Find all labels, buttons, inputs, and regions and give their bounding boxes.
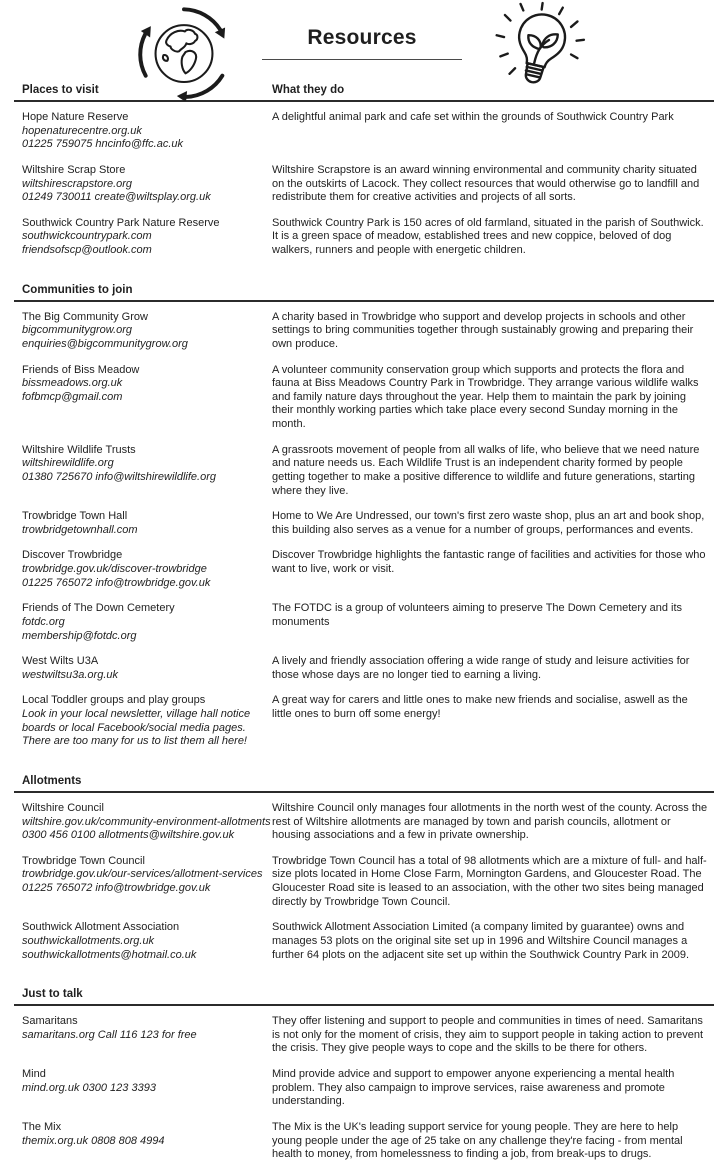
organisation-details <box>22 125 272 152</box>
description-cell <box>272 655 712 682</box>
organisation-description: A grassroots movement of people from all walks of life, who believe that we need nature and nature needs us. Each Wildlife Trust is an independent charity formed by people getting together to make a positive difference to wildlife and future generations, starting where they live. <box>272 443 700 497</box>
title-block <box>247 26 477 60</box>
organisation-contact: wiltshirewildlife.org <box>22 457 114 470</box>
organisation-contact: 01225 765072 info@trowbridge.gov.uk <box>22 576 211 589</box>
resource-row <box>22 444 712 499</box>
description-cell <box>272 364 712 432</box>
description-cell <box>272 510 712 537</box>
organisation-cell <box>22 444 272 499</box>
organisation-name: Wiltshire Wildlife Trusts <box>22 443 136 456</box>
resource-row <box>22 1068 712 1109</box>
resource-row <box>22 602 712 643</box>
section-head <box>0 761 724 791</box>
lightbulb-leaf-icon <box>482 0 594 103</box>
organisation-description: The Mix is the UK's leading support service for young people. They are here to help young people under the age of 25 take on any challenge they're facing - from mental health to money, from homelessness to finding a job, from break-ups to drugs. <box>272 1120 683 1161</box>
organisation-details <box>22 230 272 257</box>
organisation-cell <box>22 311 272 352</box>
organisation-contact: samaritans.org Call 116 123 for free <box>22 1028 197 1041</box>
section-rows <box>0 1006 724 1162</box>
organisation-cell <box>22 549 272 590</box>
organisation-description: A great way for carers and little ones to make new friends and socialise, aswell as the little ones to burn off some energy! <box>272 694 688 720</box>
organisation-contact: mind.org.uk 0300 123 3393 <box>22 1081 156 1094</box>
description-cell <box>272 444 712 499</box>
organisation-cell <box>22 364 272 432</box>
description-cell <box>272 311 712 352</box>
resource-row <box>22 655 712 682</box>
organisation-details <box>22 868 272 895</box>
organisation-cell <box>22 1121 272 1162</box>
column-header-places-to-visit: Places to visit <box>22 84 99 96</box>
resource-section <box>0 102 724 258</box>
globe-recycle-icon <box>134 3 234 106</box>
description-cell <box>272 217 712 258</box>
resource-row <box>22 855 712 910</box>
section-title: Allotments <box>22 774 82 787</box>
organisation-contact: themix.org.uk 0808 808 4994 <box>22 1134 165 1147</box>
organisation-cell <box>22 1015 272 1056</box>
organisation-description: A lively and friendly association offering a wide range of study and leisure activities for those whose days are no longer tied to earning a living. <box>272 655 690 681</box>
resource-row <box>22 1015 712 1056</box>
resource-sections <box>0 102 724 1162</box>
organisation-cell <box>22 921 272 962</box>
description-cell <box>272 549 712 590</box>
resource-row <box>22 921 712 962</box>
column-header-what-they-do: What they do <box>272 84 345 96</box>
title-underline <box>262 59 462 60</box>
organisation-description: A charity based in Trowbridge who support and develop projects in schools and other settings to bring communities together through sustainably growing and preparing their own produce. <box>272 310 694 350</box>
description-cell <box>272 921 712 962</box>
organisation-contact: hopenaturecentre.org.uk <box>22 124 142 137</box>
organisation-name: Southwick Allotment Association <box>22 921 180 934</box>
organisation-contact: wiltshire.gov.uk/community-environment-allotments <box>22 815 271 828</box>
section-rows <box>0 302 724 749</box>
organisation-contact: Look in your local newsletter, village hall notice boards or local Facebook/social media pages. There are too many for us to list them all here! <box>22 708 251 748</box>
organisation-name: Trowbridge Town Council <box>22 854 145 867</box>
organisation-details <box>22 324 272 351</box>
organisation-details <box>22 1135 272 1149</box>
organisation-details <box>22 1082 272 1096</box>
resource-row <box>22 111 712 152</box>
resource-section <box>0 270 724 749</box>
resource-row <box>22 549 712 590</box>
organisation-cell <box>22 855 272 910</box>
organisation-description: Wiltshire Scrapstore is an award winning environmental and community charity situated on the outskirts of Lacock. They collect resources that would otherwise go to landfill and redistribute them for creative activities and projects of all sorts. <box>272 163 700 204</box>
organisation-cell <box>22 217 272 258</box>
organisation-details <box>22 457 272 484</box>
organisation-description: Home to We Are Undressed, our town's first zero waste shop, plus an art and book shop, this building also serves as a venue for a number of groups, performances and events. <box>272 510 705 536</box>
description-cell <box>272 1015 712 1056</box>
organisation-description: A delightful animal park and cafe set within the grounds of Southwick Country Park <box>272 111 674 123</box>
organisation-name: Hope Nature Reserve <box>22 111 129 123</box>
resource-row <box>22 217 712 258</box>
page-header <box>0 0 724 100</box>
organisation-contact: 01249 730011 create@wiltsplay.org.uk <box>22 191 211 204</box>
resource-section <box>0 974 724 1162</box>
organisation-description: The FOTDC is a group of volunteers aiming to preserve The Down Cemetery and its monuments <box>272 602 683 628</box>
organisation-cell <box>22 111 272 152</box>
organisation-cell <box>22 655 272 682</box>
section-title: Communities to join <box>22 283 133 296</box>
organisation-cell <box>22 802 272 843</box>
resource-row <box>22 364 712 432</box>
organisation-description: Discover Trowbridge highlights the fantastic range of facilities and activities for those who want to live, work or visit. <box>272 549 706 575</box>
organisation-details <box>22 708 272 749</box>
organisation-description: A volunteer community conservation group which supports and protects the flora and fauna at Biss Meadows Country Park in Trowbridge. They arrange various wildlife walks and family nature days throughout the year. Help them to maintain the park by joining their monthly working parties which take place every second Sunday morning in the month. <box>272 363 699 430</box>
organisation-description: Southwick Country Park is 150 acres of old farmland, situated in the parish of Southwick. It is a green space of meadow, established trees and new coppice, beloved of dog walkers, runners and people with energetic children. <box>272 216 704 256</box>
description-cell <box>272 111 712 152</box>
organisation-cell <box>22 510 272 537</box>
organisation-contact: fofbmcp@gmail.com <box>22 390 123 403</box>
resource-section <box>0 761 724 962</box>
resource-row <box>22 694 712 749</box>
organisation-contact: bissmeadows.org.uk <box>22 377 123 390</box>
organisation-name: Samaritans <box>22 1015 78 1028</box>
organisation-contact: 0300 456 0100 allotments@wiltshire.gov.uk <box>22 829 235 842</box>
organisation-details <box>22 669 272 683</box>
organisation-cell <box>22 164 272 205</box>
description-cell <box>272 694 712 749</box>
organisation-details <box>22 178 272 205</box>
organisation-name: Southwick Country Park Nature Reserve <box>22 216 220 229</box>
section-head <box>0 270 724 300</box>
organisation-name: Wiltshire Council <box>22 801 104 814</box>
organisation-name: The Big Community Grow <box>22 310 148 323</box>
organisation-description: They offer listening and support to people and communities in times of need. Samaritans is not only for the moment of crisis, they aim to support people in taking action to prevent the crisis. They give people ways to cope and the skills to be there for others. <box>272 1015 704 1055</box>
description-cell <box>272 1068 712 1109</box>
organisation-contact: southwickallotments@hotmail.co.uk <box>22 948 197 961</box>
organisation-contact: wiltshirescrapstore.org <box>22 177 133 190</box>
organisation-contact: westwiltsu3a.org.uk <box>22 668 118 681</box>
resource-row <box>22 1121 712 1162</box>
organisation-contact: trowbridge.gov.uk/discover-trowbridge <box>22 563 207 575</box>
organisation-description: Wiltshire Council only manages four allotments in the north west of the county. Across the rest of Wiltshire allotments are managed by town and parish councils, allotment or housing associations and a few in private ownership. <box>272 801 708 842</box>
organisation-contact: southwickcountrypark.com <box>22 230 152 243</box>
organisation-description: Mind provide advice and support to empower anyone experiencing a mental health problem. They also campaign to improve services, raise awareness and promote understanding. <box>272 1068 675 1108</box>
section-rows <box>0 102 724 258</box>
organisation-name: Discover Trowbridge <box>22 549 123 562</box>
organisation-name: Friends of Biss Meadow <box>22 363 140 376</box>
organisation-details <box>22 377 272 404</box>
organisation-contact: enquiries@bigcommunitygrow.org <box>22 337 188 350</box>
organisation-details <box>22 616 272 643</box>
organisation-details <box>22 816 272 843</box>
organisation-contact: bigcommunitygrow.org <box>22 324 133 337</box>
description-cell <box>272 164 712 205</box>
section-head <box>0 974 724 1004</box>
organisation-name: Friends of The Down Cemetery <box>22 602 175 615</box>
organisation-contact: fotdc.org <box>22 615 65 628</box>
organisation-description: Southwick Allotment Association Limited (a company limited by guarantee) owns and manages 53 plots on the original site set up in 1996 and Wiltshire Council manages a further 64 plots on the adjacent site set up within the Southwick Country Park in 2009. <box>272 921 690 961</box>
description-cell <box>272 1121 712 1162</box>
organisation-description: Trowbridge Town Council has a total of 98 allotments which are a mixture of full- and half-size plots located in Home Close Farm, Mornington Gardens, and Gloucester Road. The Gloucester Road site is leased to an association, with the other two sites being managed directly by Trowbridge Town Council. <box>272 854 707 908</box>
organisation-name: Wiltshire Scrap Store <box>22 163 126 176</box>
resource-row <box>22 802 712 843</box>
organisation-name: Trowbridge Town Hall <box>22 510 128 523</box>
description-cell <box>272 602 712 643</box>
organisation-details <box>22 1029 272 1043</box>
resource-row <box>22 164 712 205</box>
description-cell <box>272 802 712 843</box>
organisation-name: The Mix <box>22 1120 62 1133</box>
organisation-contact: 01380 725670 info@wiltshirewildlife.org <box>22 470 217 483</box>
organisation-contact: 01225 759075 hncinfo@ffc.ac.uk <box>22 138 184 151</box>
organisation-details <box>22 524 272 538</box>
organisation-cell <box>22 602 272 643</box>
organisation-contact: trowbridgetownhall.com <box>22 523 138 536</box>
organisation-contact: 01225 765072 info@trowbridge.gov.uk <box>22 882 211 894</box>
organisation-contact: membership@fotdc.org <box>22 629 137 642</box>
organisation-cell <box>22 694 272 749</box>
organisation-contact: southwickallotments.org.uk <box>22 934 155 947</box>
organisation-name: Mind <box>22 1068 46 1080</box>
description-cell <box>272 855 712 910</box>
organisation-cell <box>22 1068 272 1109</box>
resource-row <box>22 510 712 537</box>
organisation-details <box>22 935 272 962</box>
organisation-name: West Wilts U3A <box>22 655 99 668</box>
section-rows <box>0 793 724 962</box>
section-title: Just to talk <box>22 988 83 1001</box>
organisation-contact: trowbridge.gov.uk/our-services/allotment-services <box>22 868 263 881</box>
organisation-name: Local Toddler groups and play groups <box>22 694 206 707</box>
resource-row <box>22 311 712 352</box>
page-title: Resources <box>307 26 417 49</box>
organisation-details <box>22 563 272 590</box>
organisation-contact: friendsofscp@outlook.com <box>22 244 152 256</box>
